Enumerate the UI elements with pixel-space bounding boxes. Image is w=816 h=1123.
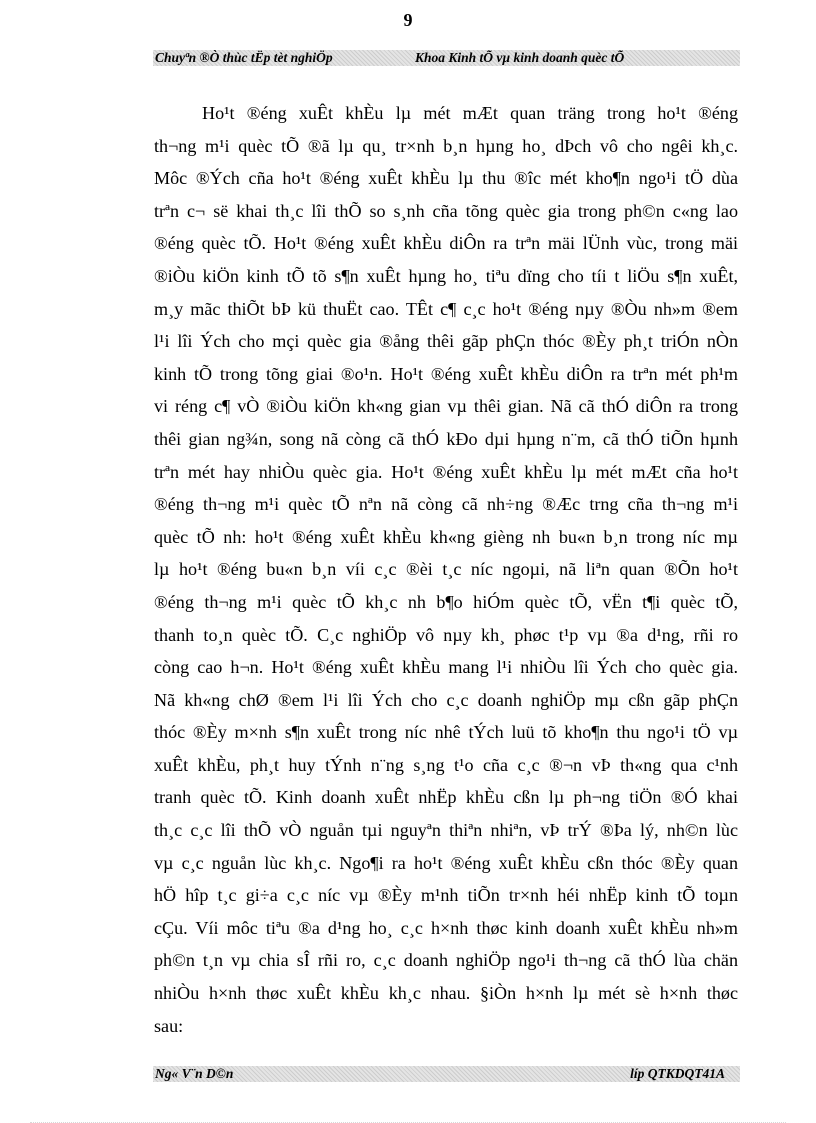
body-line: th¬ng m¹i quèc tÕ ®ã lµ qu¸ tr×nh b¸n hµng ho¸ dÞch vô cho ngêi kh¸c. bbox=[154, 135, 738, 156]
body-line: l¹i lîi Ých cho mçi quèc gia ®ång thêi gãp phÇn thóc ®Èy ph¸t triÓn nÒn bbox=[154, 331, 738, 352]
body-line: ®éng th¬ng m¹i quèc tÕ kh¸c nh b¶o hiÓm quèc tÕ, vËn t¶i quèc tÕ, bbox=[154, 591, 738, 612]
body-line: kinh tÕ trong tõng giai ®o¹n. Ho¹t ®éng xuÊt khÈu diÔn ra trªn mét ph¹m bbox=[154, 363, 738, 384]
body-line: m¸y mãc thiÕt bÞ kü thuËt cao. TÊt c¶ c¸c ho¹t ®éng nµy ®Òu nh»m ®em bbox=[154, 298, 738, 319]
body-line: nhiÒu h×nh thøc xuÊt khÈu kh¸c nhau. §iÒn h×nh lµ mét sè h×nh thøc bbox=[154, 983, 738, 1004]
body-line: Nã kh«ng chØ ®em l¹i lîi Ých cho c¸c doanh nghiÖp mµ cßn gãp phÇn bbox=[154, 689, 738, 710]
body-line: vi réng c¶ vÒ ®iÒu kiÖn kh«ng gian vµ thêi gian. Nã cã thÓ diÔn ra trong bbox=[154, 396, 738, 417]
footer-class: líp QTKDQT41A bbox=[630, 1066, 725, 1081]
body-line: th¸c c¸c lîi thÕ vÒ nguån tµi nguyªn thiªn nhiªn, vÞ trÝ ®Þa lý, nh©n lùc bbox=[154, 820, 738, 841]
body-line: còng cao h¬n. Ho¹t ®éng xuÊt khÈu mang l¹i nhiÒu lîi Ých cho quèc gia. bbox=[154, 657, 738, 678]
running-footer bbox=[153, 1066, 740, 1082]
body-line: trªn c¬ së khai th¸c lîi thÕ so s¸nh cña tõng quèc gia trong ph©n c«ng lao bbox=[154, 200, 738, 221]
body-line: tranh quèc tÕ. Kinh doanh xuÊt nhËp khÈu cßn lµ ph¬ng tiÖn ®Ó khai bbox=[154, 787, 738, 808]
body-line: ph©n t¸n vµ chia sÎ rñi ro, c¸c doanh nghiÖp ngo¹i th¬ng cã thÓ lùa chän bbox=[154, 950, 738, 971]
body-line: ®éng th¬ng m¹i quèc tÕ nªn nã còng cã nh÷ng ®Æc trng cña th¬ng m¹i bbox=[154, 494, 738, 515]
body-line: Môc ®Ých cña ho¹t ®éng xuÊt khÈu lµ thu ®îc mét kho¶n ngo¹i tÖ dùa bbox=[154, 168, 738, 189]
body-line: thóc ®Èy m×nh s¶n xuÊt trong níc nhê tÝch luü tõ kho¶n thu ngo¹i tÖ vµ bbox=[154, 722, 738, 743]
body-line: sau: bbox=[154, 1015, 184, 1036]
body-line: hÖ hîp t¸c gi÷a c¸c níc vµ ®Èy m¹nh tiÕn tr×nh héi nhËp kinh tÕ toµn bbox=[154, 885, 738, 906]
running-header bbox=[153, 50, 740, 66]
body-line: lµ ho¹t ®éng bu«n b¸n víi c¸c ®èi t¸c níc ngoµi, nã liªn quan ®Õn ho¹t bbox=[154, 559, 738, 580]
body-line: vµ c¸c nguån lùc kh¸c. Ngo¶i ra ho¹t ®éng xuÊt khÈu cßn thóc ®Èy quan bbox=[154, 852, 738, 873]
footer-author: Ng« V¨n D©n bbox=[155, 1066, 234, 1081]
body-line: xuÊt khÈu, ph¸t huy tÝnh n¨ng s¸ng t¹o cña c¸c ®¬n vÞ th«ng qua c¹nh bbox=[154, 754, 738, 775]
body-paragraph bbox=[154, 97, 738, 1042]
body-line: cÇu. Víi môc tiªu ®a d¹ng ho¸ c¸c h×nh thøc kinh doanh xuÊt khÈu nh»m bbox=[154, 917, 738, 938]
body-line: thanh to¸n quèc tÕ. C¸c nghiÖp vô nµy kh¸ phøc t¹p vµ ®a d¹ng, rñi ro bbox=[154, 624, 738, 645]
body-line: ®iÒu kiÖn kinh tÕ tõ s¶n xuÊt hµng ho¸ tiªu dïng cho tíi t liÖu s¶n xuÊt, bbox=[154, 265, 738, 286]
body-line: quèc tÕ nh: ho¹t ®éng xuÊt khÈu kh«ng gièng nh bu«n b¸n trong níc mµ bbox=[154, 526, 738, 547]
header-faculty: Khoa Kinh tÕ vµ kinh doanh quèc tÕ bbox=[415, 50, 625, 65]
header-thesis-title: Chuyªn ®Ò thùc tËp tèt nghiÖp bbox=[155, 50, 333, 65]
page-number: 9 bbox=[403, 10, 413, 30]
body-line: trªn mét hay nhiÒu quèc gia. Ho¹t ®éng xuÊt khÈu lµ mét mÆt cña ho¹t bbox=[154, 461, 738, 482]
body-line: Ho¹t ®éng xuÊt khÈu lµ mét mÆt quan träng trong ho¹t ®éng bbox=[202, 103, 738, 123]
body-line: thêi gian ng¾n, song nã còng cã thÓ kÐo dµi hµng n¨m, cã thÓ tiÕn hµnh bbox=[154, 428, 738, 449]
body-line: ®éng quèc tÕ. Ho¹t ®éng xuÊt khÈu diÔn ra trªn mäi lÜnh vùc, trong mäi bbox=[154, 233, 738, 254]
